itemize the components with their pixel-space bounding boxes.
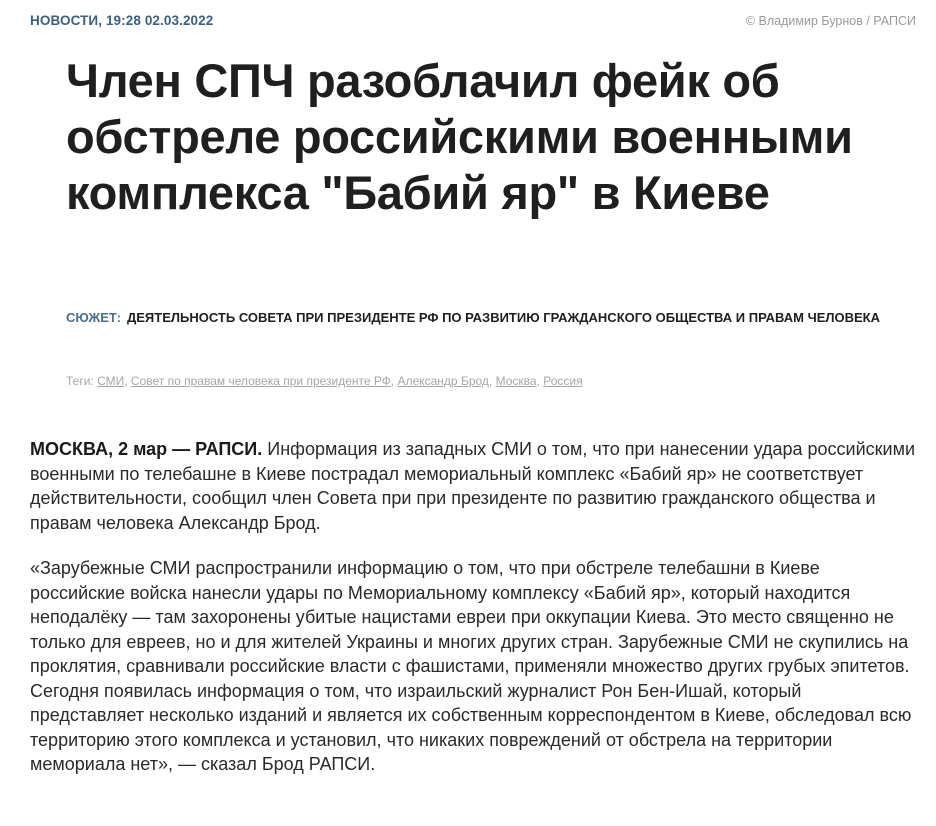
tags-line: Теги: СМИ, Совет по правам человека при президенте РФ, Александр Брод, Москва, Россия: [66, 374, 583, 388]
publish-datetime: 19:28 02.03.2022: [105, 13, 214, 28]
quote-paragraph: «Зарубежные СМИ распространили информацию о том, что при обстреле телебашни в Киеве российские войска нанесли удары по Мемориальному комплексу «Бабий яр», который находится неподалёку — там захоронены убитые нацистами евреи при оккупации Киева. Это место священно не только для евреев, но и для жителей Украины и многих других стран. Зарубежные СМИ не скупились на проклятия, сравнивали российские власти с фашистами, применяли множество других грубых эпитетов. Сегодня появилась информация о том, что израильский журналист Рон Бен-Ишай, который представляет несколько изданий и является их собственным корреспондентом в Киеве, обследовал всю территорию этого комплекса и установил, что никаких повреждений от обстрела на территории мемориала нет», — сказал Брод РАПСИ.: [30, 558, 912, 774]
tag-link[interactable]: СМИ: [97, 374, 125, 388]
story-link[interactable]: ДЕЯТЕЛЬНОСТЬ СОВЕТА ПРИ ПРЕЗИДЕНТЕ РФ ПО РАЗВИТИЮ ГРАЖДАНСКОГО ОБЩЕСТВА И ПРАВАМ ЧЕЛОВЕКА: [127, 310, 880, 325]
lead-text: Информация из западных СМИ о том, что при нанесении удара российскими военными по телебашне в Киеве пострадал мемориальный комплекс «Бабий яр» не соответствует действительности, сообщил член Совета при при президенте по развитию гражданского общества и правам человека Александр Брод.: [30, 439, 915, 533]
article-body: [30, 437, 916, 798]
article-headline: Член СПЧ разоблачил фейк об обстреле российскими военными комплекса "Бабий яр" в Киеве: [66, 54, 853, 219]
tag-link[interactable]: Москва: [495, 374, 537, 388]
dateline: МОСКВА, 2 мар — РАПСИ.: [30, 439, 263, 459]
tags-label: Теги:: [66, 374, 94, 388]
story-label: СЮЖЕТ:: [66, 310, 121, 325]
tag-link[interactable]: Совет по правам человека при президенте РФ: [130, 374, 391, 388]
section-datetime: [30, 13, 213, 28]
lead-paragraph: [30, 437, 916, 535]
article-meta: [30, 13, 916, 28]
section-link[interactable]: НОВОСТИ,: [30, 13, 103, 28]
story-line: [66, 305, 886, 331]
tag-link[interactable]: Россия: [543, 374, 583, 388]
photo-credit: © Владимир Бурнов / РАПСИ: [745, 13, 916, 28]
tag-link[interactable]: Александр Брод: [397, 374, 489, 388]
